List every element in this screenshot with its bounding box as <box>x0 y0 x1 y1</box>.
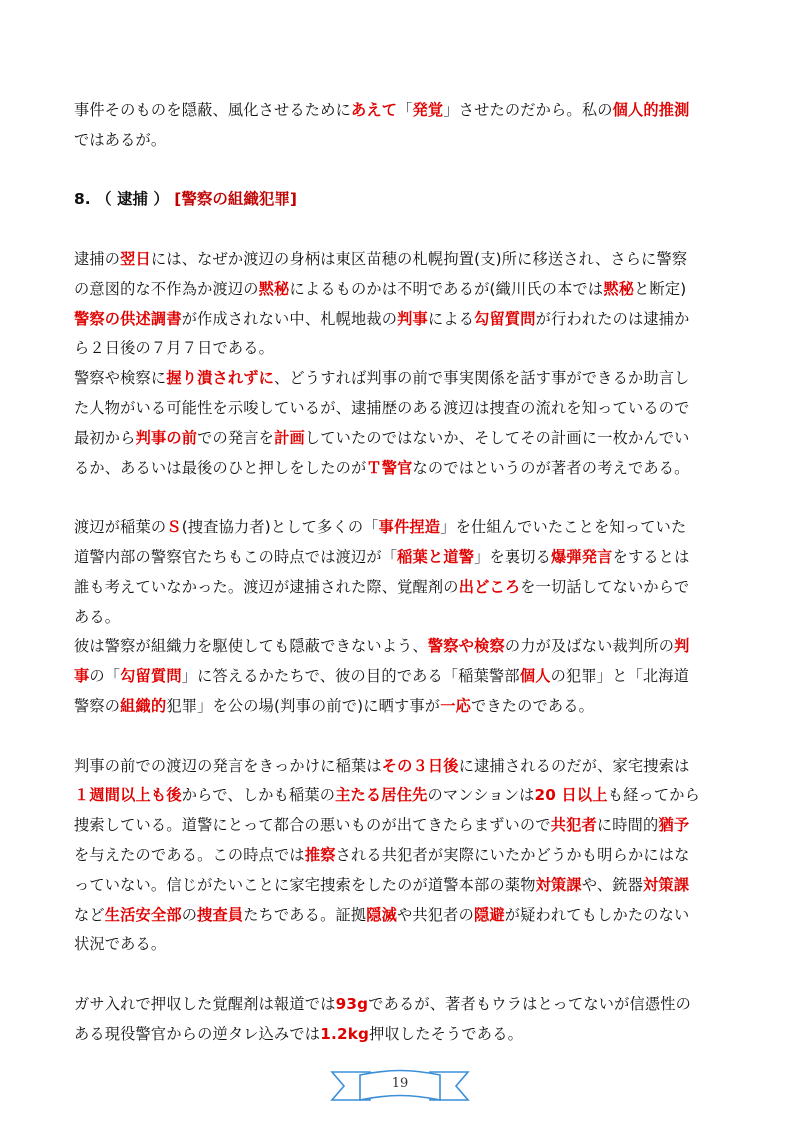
text-run: (捜査協力者)として多くの「 <box>181 518 379 537</box>
text-run: や、銃器 <box>581 875 644 894</box>
page-footer <box>330 1066 470 1106</box>
text-run: 最初から <box>74 428 136 447</box>
text-line <box>74 543 734 573</box>
text-run: ら２日後の７月７日である。 <box>74 339 275 358</box>
text-line <box>74 245 734 275</box>
text-run: をするとは <box>612 547 690 566</box>
text-run: を与えたのである。この時点では <box>74 845 305 864</box>
text-line <box>74 513 734 543</box>
section-heading <box>74 185 734 215</box>
text-run: できたのである。 <box>470 696 595 715</box>
text-line <box>74 901 734 931</box>
emphasis-text: 一応 <box>440 696 471 715</box>
text-run: に時間的 <box>596 816 659 835</box>
emphasis-text: あえて <box>350 101 398 119</box>
text-line <box>74 126 734 156</box>
text-run: なのではというのが著者の考えである。 <box>412 458 690 477</box>
text-run: 渡辺が稲葉の <box>74 518 167 537</box>
text-run: のマンションは <box>427 786 535 805</box>
emphasis-text: 個人的推測 <box>612 101 690 119</box>
text-run: が作成されない中、札幌地裁の <box>181 309 398 328</box>
text-run: からで、しかも稲葉の <box>181 786 336 805</box>
text-line <box>74 603 734 633</box>
text-run: 状況である。 <box>74 935 167 954</box>
paragraph <box>74 513 734 722</box>
emphasis-text: 対策課 <box>643 875 690 894</box>
text-run: や共犯者の <box>397 905 474 924</box>
text-run: の「 <box>89 667 121 686</box>
text-run: 事件そのものを隠蔽、風化させるために <box>74 101 351 119</box>
text-line <box>74 96 734 126</box>
text-line <box>74 692 734 722</box>
section-subtitle: [警察の組織犯罪] <box>174 190 297 209</box>
text-line <box>74 990 734 1020</box>
emphasis-text: 判事の前 <box>135 428 198 447</box>
section-number: 8. <box>74 190 91 209</box>
paragraph <box>74 96 734 156</box>
text-run: 押収したそうである。 <box>369 1024 523 1043</box>
emphasis-text: 黙秘 <box>258 279 290 298</box>
text-line <box>74 454 734 484</box>
text-run: 」させたのだから。私の <box>443 101 613 119</box>
text-run: 、どうすれば判事の前で事実関係を話す事ができるか助言し <box>274 369 690 388</box>
text-run: 捜索している。道警にとって都合の悪いものが出てきたらまずいので <box>74 816 551 835</box>
text-run: される共犯者が実際にいたかどうかも明らかにはな <box>335 845 690 864</box>
text-run: であるが、著者もウラはとってないが信憑性の <box>368 994 692 1013</box>
emphasis-text: 出どころ <box>458 577 521 596</box>
text-line <box>74 930 734 960</box>
text-run: に逮捕されるのだが、家宅捜索は <box>458 756 690 775</box>
emphasis-text: 警察の供述調書 <box>74 309 182 328</box>
paragraph <box>74 752 734 961</box>
emphasis-text: 20 日以上 <box>534 786 608 805</box>
emphasis-text: 勾留質問 <box>474 309 536 328</box>
emphasis-text: 警察や検察 <box>427 637 505 656</box>
text-line <box>74 871 734 901</box>
text-run: の犯罪」と「北海道 <box>550 667 690 686</box>
text-run: 」を仕組んでいたことを知っていた <box>440 518 687 537</box>
emphasis-text: 判事 <box>397 309 428 328</box>
text-line <box>74 573 734 603</box>
emphasis-text: 事件捏造 <box>378 518 441 537</box>
text-run: など <box>74 905 105 924</box>
text-run: と断定) <box>634 279 687 298</box>
text-run: 犯罪」を公の場(判事の前で)に晒す事が <box>166 696 441 715</box>
text-run: ある現役警官からの逆タレ込みでは <box>74 1024 321 1043</box>
text-run: るか、あるいは最後のひと押しをしたのが <box>74 458 367 477</box>
document-body <box>74 96 734 1050</box>
text-run: によるものかは不明であるが(織川氏の本では <box>289 279 604 298</box>
text-line <box>74 334 734 364</box>
text-run: 逮捕の <box>74 249 121 268</box>
emphasis-text: 計画 <box>274 428 305 447</box>
emphasis-text: 黙秘 <box>603 279 635 298</box>
emphasis-text: 隠滅 <box>366 905 398 924</box>
text-run: していたのではないか、そしてその計画に一枚かんでい <box>304 428 690 447</box>
text-run: っていない。信じがたいことに家宅捜索をしたのが道警本部の薬物 <box>74 875 536 894</box>
text-run: 判事の前での渡辺の発言をきっかけに稲葉は <box>74 756 382 775</box>
emphasis-text: 判 <box>674 637 690 656</box>
text-run: 警察や検察に <box>74 369 167 388</box>
text-run: には、なぜか渡辺の身柄は東区苗穂の札幌拘置(支)所に移送され、さらに警察 <box>150 249 688 268</box>
text-run: 道警内部の警察官たちもこの時点では渡辺が「 <box>74 547 398 566</box>
emphasis-text: 共犯者 <box>550 816 597 835</box>
emphasis-text: 猶予 <box>658 816 690 835</box>
text-run: での発言を <box>197 428 275 447</box>
emphasis-text: 隠避 <box>473 905 505 924</box>
paragraph <box>74 990 734 1050</box>
paragraph <box>74 245 734 483</box>
text-line <box>74 275 734 305</box>
text-line <box>74 394 734 424</box>
emphasis-text: 主たる居住先 <box>335 786 428 805</box>
text-line <box>74 305 734 335</box>
emphasis-text: Ｔ警官 <box>366 458 413 477</box>
emphasis-text: 生活安全部 <box>104 905 182 924</box>
emphasis-text: 事 <box>74 667 90 686</box>
emphasis-text: 勾留質問 <box>120 667 182 686</box>
text-run: の <box>181 905 198 924</box>
text-line <box>74 781 734 811</box>
text-line <box>74 811 734 841</box>
emphasis-text: 93g <box>335 994 369 1013</box>
text-run: ある。 <box>74 607 121 626</box>
text-run: の力が及ばない裁判所の <box>504 637 675 656</box>
emphasis-text: 握り潰されずに <box>166 369 275 388</box>
text-run: 誰も考えていなかった。渡辺が逮捕された際、覚醒剤の <box>74 577 459 596</box>
text-line <box>74 364 734 394</box>
text-run: 」に答えるかたちで、彼の目的である「稲葉警部 <box>181 667 520 686</box>
emphasis-text: Ｓ <box>166 518 182 537</box>
text-run: ではあるが。 <box>74 130 167 149</box>
emphasis-text: 発覚 <box>412 101 444 119</box>
text-run: も経ってから <box>607 786 701 805</box>
text-run: が疑われてもしかたのない <box>504 905 690 924</box>
text-run: 彼は警察が組織力を駆使しても隠蔽できないよう、 <box>74 637 428 656</box>
emphasis-text: 個人 <box>519 667 551 686</box>
text-line <box>74 841 734 871</box>
text-run: が行われたのは逮捕か <box>535 309 690 328</box>
text-line <box>74 662 734 692</box>
text-run: たちである。証拠 <box>243 905 367 924</box>
section-title: （ 逮捕 ） <box>96 190 169 209</box>
text-line <box>74 632 734 662</box>
emphasis-text: 翌日 <box>120 249 151 268</box>
emphasis-text: 1.2kg <box>320 1024 370 1043</box>
text-line <box>74 424 734 454</box>
text-run: による <box>427 309 475 328</box>
emphasis-text: 対策課 <box>535 875 582 894</box>
emphasis-text: 稲葉と道警 <box>397 547 475 566</box>
emphasis-text: その３日後 <box>381 756 459 775</box>
emphasis-text: 捜査員 <box>197 905 244 924</box>
text-line <box>74 1020 734 1050</box>
text-run: 警察の <box>74 696 121 715</box>
text-run: た人物がいる可能性を示唆しているが、逮捕歴のある渡辺は捜査の流れを知っているので <box>74 398 690 417</box>
text-run: 」を裏切る <box>474 547 552 566</box>
text-run: の意図的な不作為か渡辺の <box>74 279 259 298</box>
emphasis-text: 組織的 <box>120 696 167 715</box>
text-run: 「 <box>397 101 413 119</box>
emphasis-text: 推察 <box>304 845 336 864</box>
emphasis-text: 爆弾発言 <box>551 547 613 566</box>
emphasis-text: １週間以上も後 <box>74 786 182 805</box>
page-number: 19 <box>391 1076 409 1091</box>
text-run: を一切話してないからで <box>520 577 690 596</box>
text-line <box>74 752 734 782</box>
text-run: ガサ入れで押収した覚醒剤は報道では <box>74 994 336 1013</box>
